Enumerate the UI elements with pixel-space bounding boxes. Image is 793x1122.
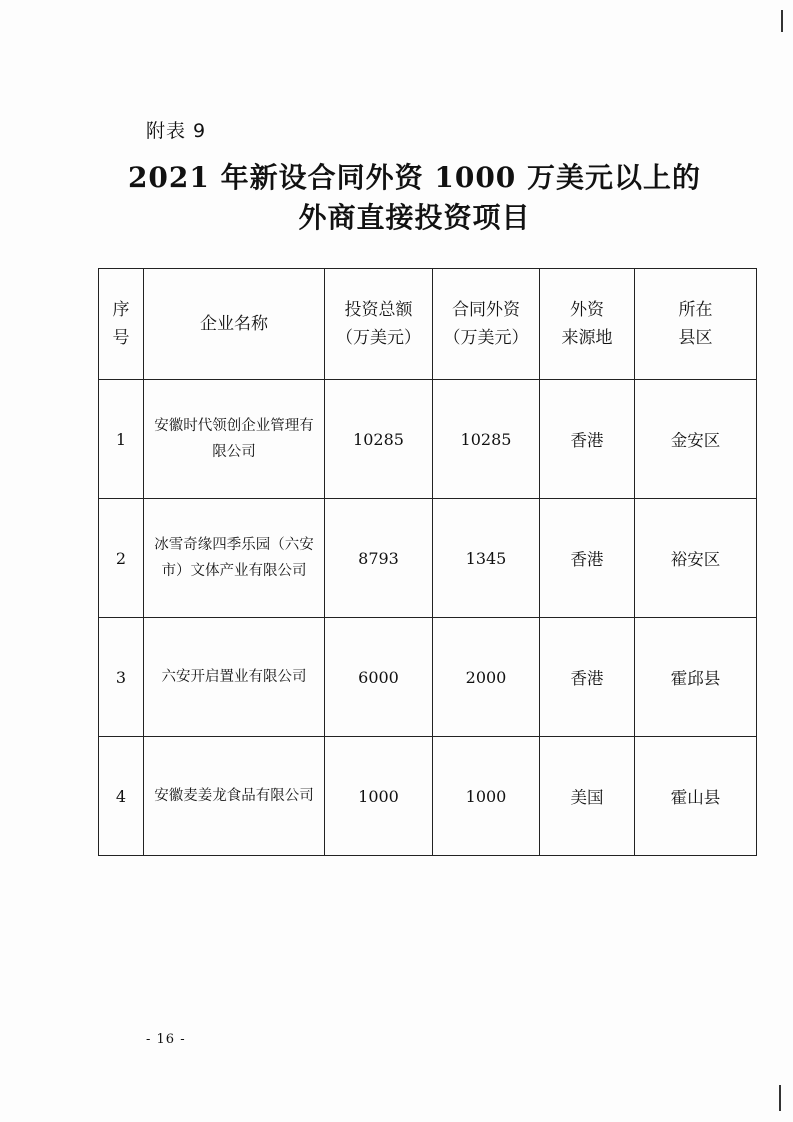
table-row [99,499,757,618]
header-line: 外资 [570,300,604,320]
cell-district: 裕安区 [635,499,757,618]
scan-edge-mark-top [781,10,783,32]
header-line: 县区 [678,328,713,348]
table-row [99,737,757,856]
header-contracted-foreign-capital [433,269,540,380]
company-name-line: 六安开启置业有限公司 [161,669,307,685]
cell-serial-number: 1 [99,380,144,499]
investment-projects-table [98,268,757,856]
company-name-line: 安徽麦姜龙食品有限公司 [154,788,314,804]
header-serial-number [99,269,144,380]
page-title-line-1: 2021 年新设合同外资 1000 万美元以上的 [127,161,702,194]
cell-total-investment: 6000 [325,618,433,737]
cell-district: 霍邱县 [635,618,757,737]
cell-contracted-foreign-capital: 10285 [433,380,540,499]
scan-edge-mark-bottom [779,1085,781,1111]
table-row [99,618,757,737]
cell-company-name [144,499,325,618]
appendix-label: 附表 9 [146,120,207,142]
company-name-line: 市）文体产业有限公司 [161,563,307,579]
page-number: - 16 - [146,1032,186,1047]
header-company-name [144,269,325,380]
cell-total-investment: 8793 [325,499,433,618]
page-title-line-2: 外商直接投资项目 [298,201,531,234]
header-line: 投资总额 [344,300,413,320]
header-line: 号 [112,328,130,348]
cell-contracted-foreign-capital: 1345 [433,499,540,618]
header-line: （万美元） [443,328,529,348]
cell-company-name [144,737,325,856]
header-total-investment [325,269,433,380]
cell-total-investment: 10285 [325,380,433,499]
cell-capital-source: 美国 [540,737,635,856]
header-capital-source [540,269,635,380]
header-district [635,269,757,380]
cell-serial-number: 3 [99,618,144,737]
cell-capital-source: 香港 [540,380,635,499]
company-name-line: 限公司 [212,444,256,460]
cell-district: 霍山县 [635,737,757,856]
header-line: 来源地 [561,328,613,348]
header-line: 企业名称 [200,314,268,334]
cell-total-investment: 1000 [325,737,433,856]
cell-district: 金安区 [635,380,757,499]
cell-company-name [144,618,325,737]
header-line: 所在 [678,300,713,320]
cell-contracted-foreign-capital: 2000 [433,618,540,737]
table-header-row [99,269,757,380]
header-line: 合同外资 [452,300,520,320]
cell-capital-source: 香港 [540,499,635,618]
cell-capital-source: 香港 [540,618,635,737]
company-name-line: 冰雪奇缘四季乐园（六安 [154,537,314,553]
cell-company-name [144,380,325,499]
cell-serial-number: 4 [99,737,144,856]
company-name-line: 安徽时代领创企业管理有 [154,418,314,434]
cell-serial-number: 2 [99,499,144,618]
header-line: （万美元） [336,328,421,348]
table-row [99,380,757,499]
cell-contracted-foreign-capital: 1000 [433,737,540,856]
header-line: 序 [112,300,130,320]
